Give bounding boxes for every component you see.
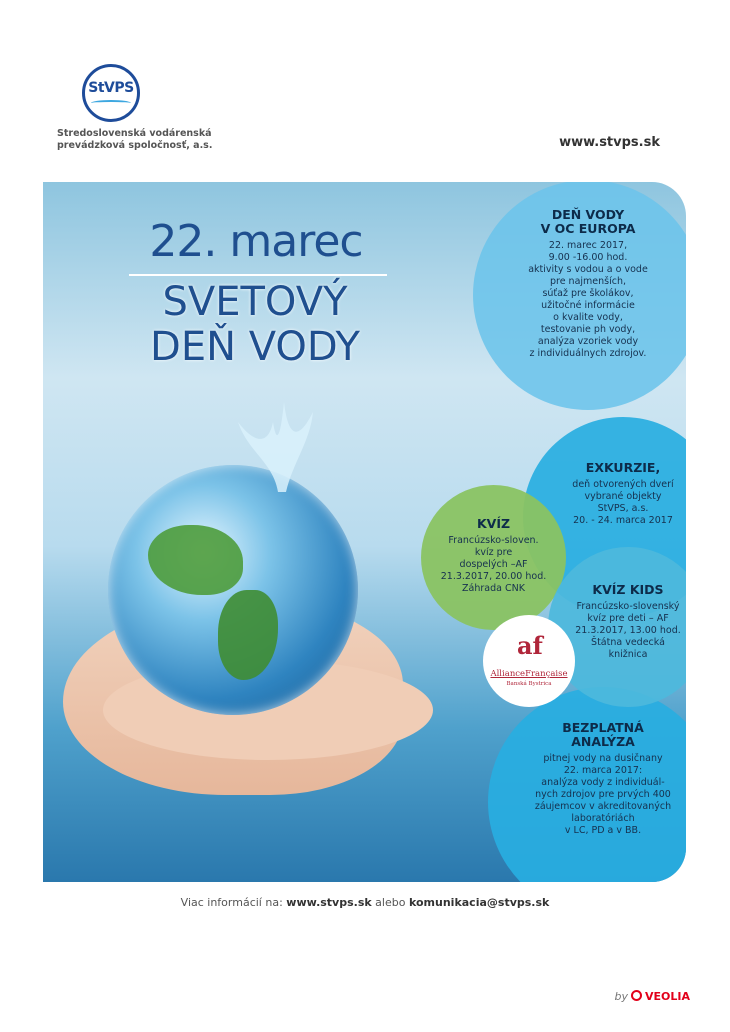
footer-middle: alebo xyxy=(371,896,409,909)
logo-wave-icon xyxy=(91,100,131,106)
analyza-line: v LC, PD a v BB. xyxy=(564,825,642,836)
poster xyxy=(43,182,686,882)
alliance-francaise-logo xyxy=(483,615,575,707)
europa-title-line-2: V OC EUROPA xyxy=(540,221,636,236)
europa-line: aktivity s vodou a o vode xyxy=(528,264,648,275)
europa-line: testovanie ph vody, xyxy=(540,324,636,335)
circle-bezplatna-analyza xyxy=(488,687,686,882)
analyza-line: laboratóriách xyxy=(571,813,635,824)
company-line-1: Stredoslovenská vodárenská xyxy=(57,128,212,139)
circle-den-vody-europa xyxy=(473,182,686,410)
europa-line: z individuálnych zdrojov. xyxy=(529,348,647,359)
europa-line: analýza vzoriek vody xyxy=(537,336,639,347)
europa-line: užitočné informácie xyxy=(541,300,635,311)
kviz-line: Francúzsko-sloven. xyxy=(448,535,539,546)
exkurzie-line: 20. - 24. marca 2017 xyxy=(573,515,673,526)
kviz-kids-line: 21.3.2017, 13.00 hod. xyxy=(575,625,681,636)
veolia-name: VEOLIA xyxy=(645,990,690,1003)
kviz-line: 21.3.2017, 20.00 hod. xyxy=(440,571,547,582)
stvps-logo xyxy=(82,64,140,122)
exkurzie-title: EXKURZIE, xyxy=(585,460,661,475)
europa-line: o kvalite vody, xyxy=(553,312,623,323)
footer-email-link[interactable]: komunikacia@stvps.sk xyxy=(408,896,550,909)
by-text: by xyxy=(614,990,628,1003)
af-city: Banská Bystrica xyxy=(506,681,552,687)
kviz-kids-title: KVÍZ KIDS xyxy=(592,582,664,597)
footer-info xyxy=(0,896,730,909)
kviz-kids-line: knižnica xyxy=(608,649,648,660)
kviz-text xyxy=(435,535,552,595)
veolia-brand xyxy=(615,990,691,1003)
title-line-2: DEŇ VODY xyxy=(150,324,360,370)
af-mark: af xyxy=(517,631,543,660)
analyza-line: analýza vody z individuál- xyxy=(541,777,665,788)
circle-kviz xyxy=(421,485,566,630)
water-splash-icon xyxy=(218,382,338,492)
analyza-title-line-1: BEZPLATNÁ xyxy=(562,720,644,735)
europa-title-line-1: DEŇ VODY xyxy=(551,207,625,222)
kviz-line: Záhrada CNK xyxy=(462,583,525,594)
footer-website-link[interactable]: www.stvps.sk xyxy=(286,896,372,909)
europa-line: pre najmenších, xyxy=(549,276,627,287)
veolia-icon xyxy=(631,990,642,1001)
kviz-line: dospelých –AF xyxy=(459,559,528,570)
event-date: 22. marec xyxy=(149,216,363,267)
north-america-shape xyxy=(148,525,243,595)
logo-text: StVPS xyxy=(88,80,134,96)
globe-bowl-image xyxy=(108,465,358,715)
kviz-kids-text xyxy=(560,601,686,661)
analyza-line: pitnej vody na dusičnany xyxy=(543,753,663,764)
company-name xyxy=(57,128,212,152)
kviz-kids-line: Francúzsko-slovenský xyxy=(576,601,680,612)
kviz-title: KVÍZ xyxy=(476,516,511,531)
title-line-1: SVETOVÝ xyxy=(162,279,348,325)
poster-title xyxy=(105,280,405,370)
exkurzie-line: deň otvorených dverí xyxy=(572,479,674,490)
analyza-line: nych zdrojov pre prvých 400 xyxy=(535,789,671,800)
exkurzie-line: StVPS, a.s. xyxy=(597,503,649,514)
exkurzie-line: vybrané objekty xyxy=(584,491,662,502)
analyza-title-line-2: ANALÝZA xyxy=(571,734,635,749)
kviz-kids-line: kvíz pre deti – AF xyxy=(587,613,669,624)
header-website[interactable]: www.stvps.sk xyxy=(559,135,660,150)
europa-line: súťaž pre školákov, xyxy=(542,288,634,299)
analyza-text xyxy=(524,753,682,837)
south-america-shape xyxy=(218,590,278,680)
europa-title xyxy=(509,208,667,236)
kviz-kids-line: Štátna vedecká xyxy=(591,637,665,648)
analyza-title xyxy=(524,721,682,749)
analyza-line: 22. marca 2017: xyxy=(563,765,643,776)
kviz-line: kvíz pre xyxy=(474,547,513,558)
af-name: AllianceFrançaise xyxy=(490,669,568,679)
title-divider xyxy=(129,274,387,276)
europa-line: 22. marec 2017, xyxy=(548,240,628,251)
company-line-2: prevádzková spoločnosť, a.s. xyxy=(57,140,213,151)
europa-text xyxy=(509,240,667,360)
exkurzie-text xyxy=(553,479,686,527)
analyza-line: záujemcov v akreditovaných xyxy=(534,801,672,812)
footer-prefix: Viac informácií na: xyxy=(180,896,287,909)
europa-line: 9.00 -16.00 hod. xyxy=(548,252,628,263)
